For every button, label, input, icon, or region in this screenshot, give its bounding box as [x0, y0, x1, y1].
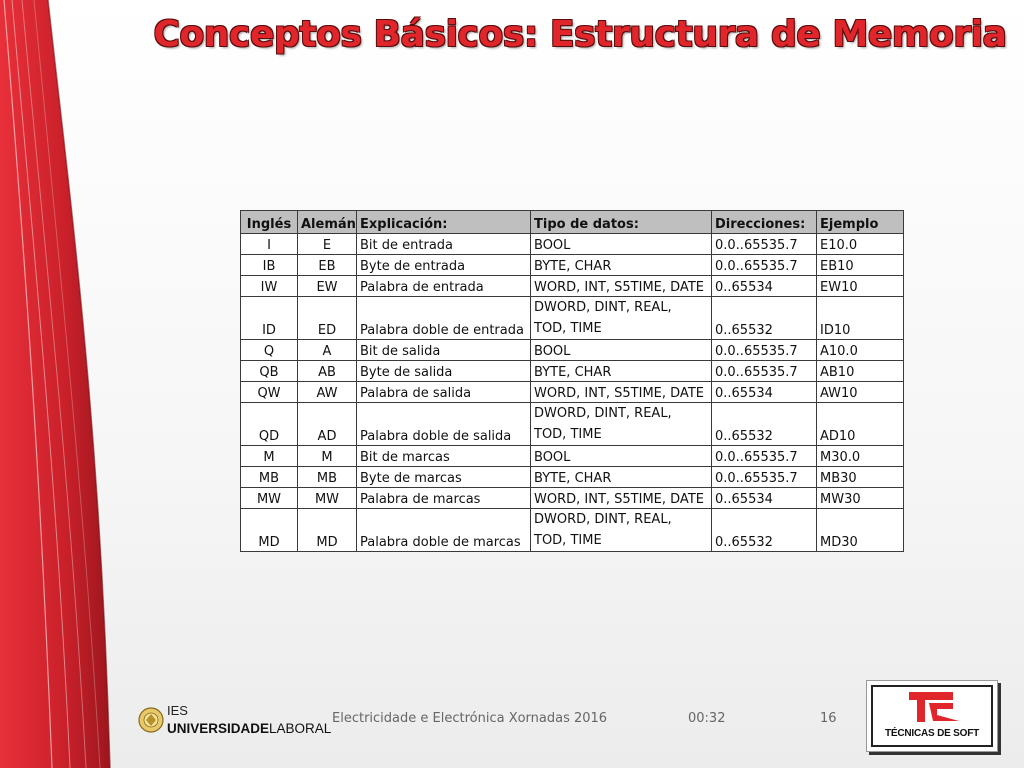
cell-ingles: QD: [241, 403, 298, 446]
column-header-explicacion: Explicación:: [357, 211, 531, 234]
cell-tipo-datos: WORD, INT, S5TIME, DATE: [531, 276, 712, 297]
cell-explicacion: Palabra doble de marcas: [357, 509, 531, 552]
cell-ejemplo: AB10: [817, 361, 904, 382]
cell-tipo-datos: WORD, INT, S5TIME, DATE: [531, 382, 712, 403]
tecnicas-de-soft-logo: [866, 680, 998, 752]
cell-tipo-datos: WORD, INT, S5TIME, DATE: [531, 488, 712, 509]
footer-time: 00:32: [688, 711, 726, 726]
cell-direcciones: 0.0..65535.7: [712, 234, 817, 255]
cell-aleman: MB: [298, 467, 357, 488]
cell-tipo-datos-text: DWORD, DINT, REAL, TOD, TIME: [534, 406, 672, 442]
table-row: [241, 382, 904, 403]
cell-tipo-datos-text: DWORD, DINT, REAL, TOD, TIME: [534, 300, 672, 336]
cell-direcciones: 0.0..65535.7: [712, 361, 817, 382]
cell-tipo-datos: BYTE, CHAR: [531, 361, 712, 382]
column-header-tipo-datos: Tipo de datos:: [531, 211, 712, 234]
column-header-direcciones: Direcciones:: [712, 211, 817, 234]
cell-ingles: IB: [241, 255, 298, 276]
cell-tipo-datos: [531, 297, 712, 340]
cell-ejemplo: E10.0: [817, 234, 904, 255]
cell-ejemplo: ID10: [817, 297, 904, 340]
footer-page-number: 16: [820, 711, 837, 726]
cell-ejemplo: AD10: [817, 403, 904, 446]
table-row: [241, 467, 904, 488]
cell-direcciones: 0..65532: [712, 403, 817, 446]
table-header-row: [241, 211, 904, 234]
memory-structure-table: [240, 210, 904, 552]
cell-ejemplo: MD30: [817, 509, 904, 552]
table-row: [241, 509, 904, 552]
cell-ingles: MB: [241, 467, 298, 488]
logo-universidade-laboral-text: [167, 721, 332, 736]
cell-ingles: QW: [241, 382, 298, 403]
cell-explicacion: Byte de marcas: [357, 467, 531, 488]
cell-tipo-datos: BOOL: [531, 234, 712, 255]
cell-aleman: AB: [298, 361, 357, 382]
cell-aleman: ED: [298, 297, 357, 340]
company-name: TÉCNICAS DE SOFT: [884, 728, 980, 739]
cell-ingles: MD: [241, 509, 298, 552]
cell-ingles: MW: [241, 488, 298, 509]
cell-ejemplo: EB10: [817, 255, 904, 276]
cell-direcciones: 0.0..65535.7: [712, 255, 817, 276]
cell-tipo-datos: BYTE, CHAR: [531, 467, 712, 488]
slide-title: Conceptos Básicos: Estructura de Memoria: [153, 14, 1007, 55]
cell-aleman: AW: [298, 382, 357, 403]
cell-direcciones: 0..65532: [712, 509, 817, 552]
seal-icon: [139, 708, 163, 732]
logo-laboral-text: LABORAL: [269, 721, 332, 736]
cell-aleman: A: [298, 340, 357, 361]
column-header-aleman: Alemán: [298, 211, 357, 234]
cell-tipo-datos-text: DWORD, DINT, REAL, TOD, TIME: [534, 512, 672, 548]
cell-direcciones: 0..65534: [712, 276, 817, 297]
cell-ejemplo: EW10: [817, 276, 904, 297]
table-row: [241, 234, 904, 255]
cell-ingles: M: [241, 446, 298, 467]
cell-ejemplo: M30.0: [817, 446, 904, 467]
table-row: [241, 297, 904, 340]
cell-aleman: E: [298, 234, 357, 255]
logo-ies-text: IES: [167, 703, 188, 718]
cell-direcciones: 0.0..65535.7: [712, 446, 817, 467]
footer-event-text: Electricidade e Electrónica Xornadas 2016: [332, 711, 608, 726]
cell-tipo-datos: BOOL: [531, 446, 712, 467]
cell-explicacion: Palabra doble de entrada: [357, 297, 531, 340]
table-row: [241, 340, 904, 361]
table-row: [241, 361, 904, 382]
cell-ingles: Q: [241, 340, 298, 361]
cell-explicacion: Palabra de marcas: [357, 488, 531, 509]
cell-direcciones: 0.0..65535.7: [712, 340, 817, 361]
cell-ingles: QB: [241, 361, 298, 382]
cell-explicacion: Bit de salida: [357, 340, 531, 361]
cell-explicacion: Palabra doble de salida: [357, 403, 531, 446]
cell-ejemplo: MW30: [817, 488, 904, 509]
cell-tipo-datos: [531, 403, 712, 446]
cell-tipo-datos: BYTE, CHAR: [531, 255, 712, 276]
logo-frame: [871, 685, 993, 747]
cell-tipo-datos: [531, 509, 712, 552]
ies-universidade-laboral-logo: [137, 700, 332, 740]
column-header-ejemplo: Ejemplo: [817, 211, 904, 234]
cell-aleman: M: [298, 446, 357, 467]
cell-aleman: MW: [298, 488, 357, 509]
cell-direcciones: 0..65534: [712, 488, 817, 509]
cell-direcciones: 0..65534: [712, 382, 817, 403]
cell-explicacion: Byte de entrada: [357, 255, 531, 276]
cell-ejemplo: MB30: [817, 467, 904, 488]
cell-direcciones: 0..65532: [712, 297, 817, 340]
logo-universidade-text: UNIVERSIDADE: [167, 721, 270, 736]
cell-aleman: EW: [298, 276, 357, 297]
cell-explicacion: Bit de marcas: [357, 446, 531, 467]
table-row: [241, 446, 904, 467]
table-row: [241, 403, 904, 446]
cell-explicacion: Bit de entrada: [357, 234, 531, 255]
table-row: [241, 488, 904, 509]
cell-aleman: AD: [298, 403, 357, 446]
cell-tipo-datos: BOOL: [531, 340, 712, 361]
cell-ingles: I: [241, 234, 298, 255]
cell-direcciones: 0.0..65535.7: [712, 467, 817, 488]
column-header-ingles: Inglés: [241, 211, 298, 234]
cell-ingles: ID: [241, 297, 298, 340]
cell-ejemplo: AW10: [817, 382, 904, 403]
cell-aleman: MD: [298, 509, 357, 552]
cell-ingles: IW: [241, 276, 298, 297]
cell-ejemplo: A10.0: [817, 340, 904, 361]
cell-explicacion: Byte de salida: [357, 361, 531, 382]
cell-aleman: EB: [298, 255, 357, 276]
table-row: [241, 276, 904, 297]
decorative-red-band: [0, 0, 118, 768]
table-row: [241, 255, 904, 276]
ts-mark-icon: [873, 687, 993, 749]
cell-explicacion: Palabra de entrada: [357, 276, 531, 297]
cell-explicacion: Palabra de salida: [357, 382, 531, 403]
